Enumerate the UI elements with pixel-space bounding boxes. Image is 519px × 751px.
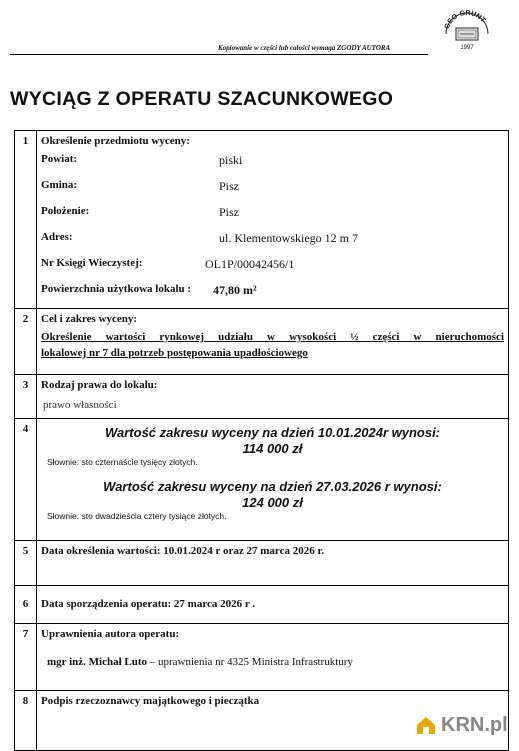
field-row <box>37 199 508 225</box>
author-name: mgr inż. Michał Luto <box>47 656 148 668</box>
valuation-words-1: Słownie: sto czternaście tysięcy złotych. <box>47 457 198 467</box>
row-number: 6 <box>15 586 37 624</box>
right-type-value: prawo własności <box>43 399 117 411</box>
row-number: 5 <box>15 541 37 586</box>
table-row <box>15 419 509 541</box>
document-title: WYCIĄG Z OPERATU SZACUNKOWEGO <box>10 88 394 110</box>
author-rights: – uprawnienia nr 4325 Ministra Infrastruktury <box>147 656 353 668</box>
field-value: Pisz <box>219 205 240 219</box>
purpose-line-2: lokalowej nr 7 dla potrzeb postępowania upadłościowego <box>41 347 308 359</box>
row-number: 2 <box>15 309 37 375</box>
table-row <box>15 586 509 624</box>
field-row <box>37 277 508 303</box>
field-label: Powierzchnia użytkowa lokalu : <box>41 283 192 295</box>
field-label: Położenie: <box>41 205 90 217</box>
field-row <box>37 173 508 199</box>
valuation-table <box>14 130 509 751</box>
field-value: Pisz <box>219 179 240 193</box>
valuation-date: Data określenia wartości: 10.01.2024 r oraz 27 marca 2026 r. <box>41 545 325 557</box>
row-title: Podpis rzeczoznawcy majątkowego i pieczątka <box>41 695 260 707</box>
header-rule <box>10 54 428 55</box>
copyright-note: Kopiowanie w części lub całości wymaga ZGODY AUTORA <box>218 44 391 52</box>
field-value: OL1P/00042456/1 <box>205 257 295 271</box>
valuation-heading-1: Wartość zakresu wyceny na dzień 10.01.2024r wynosi: <box>104 425 441 440</box>
geo-grunt-logo <box>438 4 496 52</box>
row-number: 7 <box>15 624 37 691</box>
row-title: Cel i zakres wyceny: <box>41 313 138 325</box>
krn-watermark-text: KRN.pl <box>441 713 508 736</box>
field-label: Powiat: <box>41 153 78 165</box>
valuation-amount-1: 114 000 zł <box>242 441 303 456</box>
valuation-amount-2: 124 000 zł <box>242 495 303 510</box>
svg-text:GEO-GRUNT: GEO-GRUNT <box>443 9 487 30</box>
field-row <box>37 147 508 173</box>
author-line <box>37 656 508 668</box>
table-row <box>15 624 509 691</box>
row-number: 1 <box>15 131 37 309</box>
krn-watermark <box>415 708 511 742</box>
house-icon <box>415 714 437 736</box>
row-number: 8 <box>15 691 37 751</box>
field-label: Nr Księgi Wieczystej: <box>41 257 143 269</box>
row-title: Określenie przedmiotu wyceny: <box>41 135 190 147</box>
row-number: 3 <box>15 375 37 419</box>
purpose-line-1: Określenie wartości rynkowej udziału w wysokości ½ części w nieruchomości <box>41 331 504 343</box>
row-title: Uprawnienia autora operatu: <box>41 628 180 640</box>
table-row <box>15 375 509 419</box>
valuation-heading-2: Wartość zakresu wyceny na dzień 27.03.2026 r wynosi: <box>103 479 442 494</box>
svg-text:1997: 1997 <box>460 45 474 51</box>
row-title: Rodzaj prawa do lokalu: <box>41 379 158 391</box>
field-row <box>37 251 508 277</box>
row-number: 4 <box>15 419 37 541</box>
field-value: piski <box>219 153 243 167</box>
field-label: Adres: <box>41 231 73 243</box>
field-row <box>37 225 508 251</box>
preparation-date: Data sporządzenia operatu: 27 marca 2026 r . <box>41 598 256 610</box>
field-label: Gmina: <box>41 179 78 191</box>
table-row <box>15 309 509 375</box>
valuation-words-2: Słownie: sto dwadzieścia cztery tysiące złotych. <box>47 511 227 521</box>
table-row <box>15 541 509 586</box>
field-value: 47,80 m² <box>213 283 257 297</box>
field-value: ul. Klementowskiego 12 m 7 <box>219 231 358 245</box>
table-row <box>15 131 509 309</box>
